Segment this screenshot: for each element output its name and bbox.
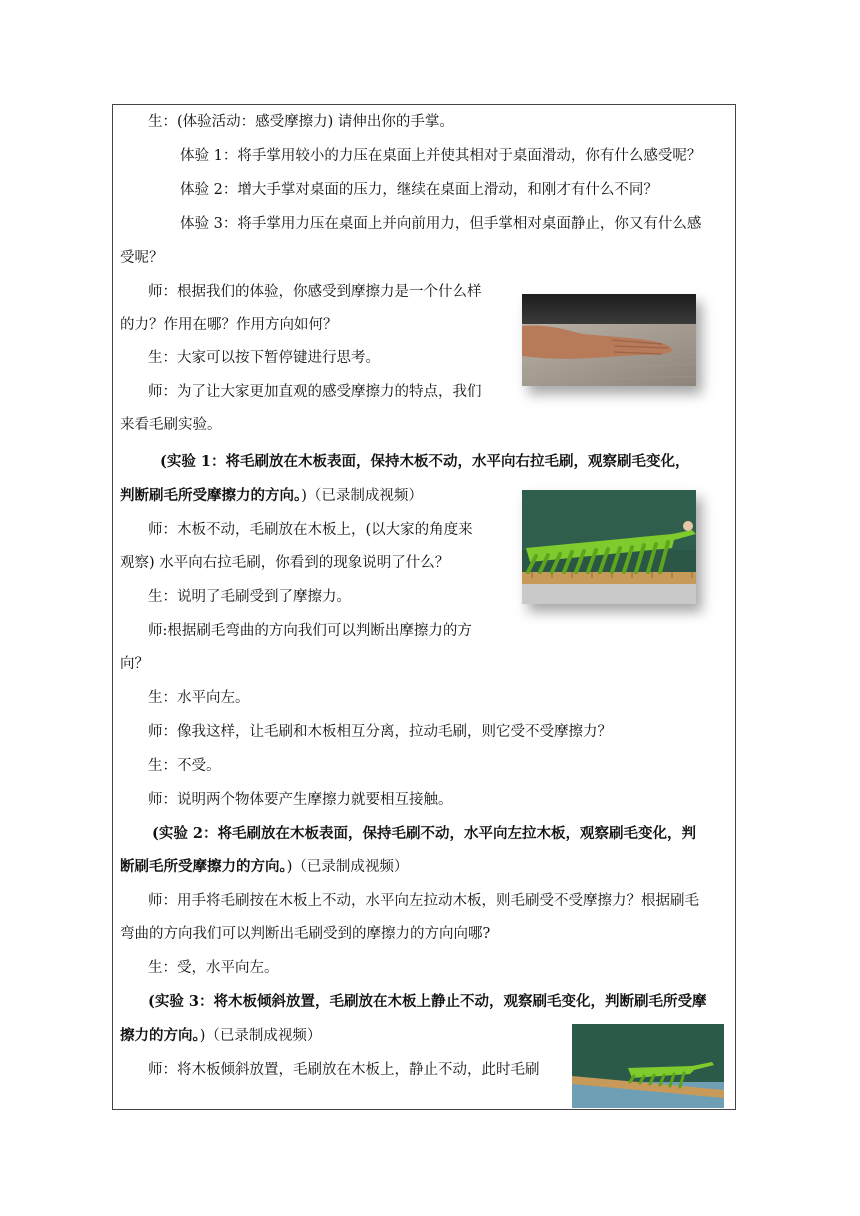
text-line: 向？ [120, 656, 149, 672]
text-line: 生：不受。 [148, 758, 221, 774]
text-line [120, 1026, 321, 1046]
text-line: 师：用手将毛刷按在木板上不动，水平向左拉动木板，则毛刷受不受摩擦力？根据刷毛 [148, 893, 699, 909]
text-line: 师：说明两个物体要产生摩擦力就要相互接触。 [148, 792, 453, 808]
text-line: 师:根据刷毛弯曲的方向我们可以判断出摩擦力的方 [148, 623, 472, 639]
video-note: )（已录制成视频） [301, 488, 423, 504]
experiment-3-heading: (实验 3：将木板倾斜放置，毛刷放在木板上静止不动，观察刷毛变化，判断刷毛所受摩 [148, 993, 707, 1010]
video-note: )（已录制成视频） [199, 1028, 322, 1044]
text-line: 生：受，水平向左。 [148, 960, 279, 976]
text-line [120, 486, 423, 506]
text-line: 的力？作用在哪？作用方向如何？ [120, 317, 338, 333]
text-line: 体验 2：增大手掌对桌面的压力，继续在桌面上滑动，和刚才有什么不同？ [180, 182, 658, 198]
brush-on-board-photo [522, 490, 696, 604]
text-line: 体验 3：将手掌用力压在桌面上并向前用力，但手掌相对桌面静止，你又有什么感 [180, 216, 702, 232]
text-line: 师：为了让大家更加直观的感受摩擦力的特点，我们 [148, 384, 482, 400]
experiment-1-heading: (实验 1：将毛刷放在木板表面，保持木板不动，水平向右拉毛刷，观察刷毛变化， [160, 453, 690, 470]
experiment-3-heading-end: 擦力的方向。 [120, 1027, 200, 1044]
text-line: 生：水平向左。 [148, 690, 250, 706]
text-line: 师：将木板倾斜放置，毛刷放在木板上，静止不动，此时毛刷 [148, 1062, 540, 1078]
text-line: 弯曲的方向我们可以判断出毛刷受到的摩擦力的方向向哪? [120, 926, 491, 942]
text-line: 体验 1：将手掌用较小的力压在桌面上并使其相对于桌面滑动，你有什么感受呢？ [180, 148, 702, 164]
hand-on-table-photo [522, 294, 696, 386]
text-line [120, 857, 408, 877]
text-line: 师：像我这样，让毛刷和木板相互分离，拉动毛刷，则它受不受摩擦力？ [148, 724, 612, 740]
text-line: 生：(体验活动：感受摩擦力) 请伸出你的手掌。 [148, 114, 454, 130]
video-note: )（已录制成视频） [286, 859, 409, 875]
text-line: 来看毛刷实验。 [120, 417, 222, 433]
experiment-2-heading: (实验 2：将毛刷放在木板表面，保持毛刷不动，水平向左拉木板，观察刷毛变化，判 [152, 825, 696, 842]
experiment-1-heading-end: 判断刷毛所受摩擦力的方向。 [120, 487, 302, 504]
text-line: 师：木板不动，毛刷放在木板上，(以大家的角度来 [148, 522, 473, 538]
text-line: 生：大家可以按下暂停键进行思考。 [148, 350, 380, 366]
text-line: 生：说明了毛刷受到了摩擦力。 [148, 589, 351, 605]
text-line: 师：根据我们的体验，你感受到摩擦力是一个什么样 [148, 284, 482, 300]
text-line: 受呢？ [120, 250, 164, 266]
inclined-board-brush-photo [572, 1024, 724, 1108]
text-line: 观察) 水平向右拉毛刷，你看到的现象说明了什么？ [120, 555, 450, 571]
experiment-2-heading-end: 断刷毛所受摩擦力的方向。 [120, 858, 287, 875]
